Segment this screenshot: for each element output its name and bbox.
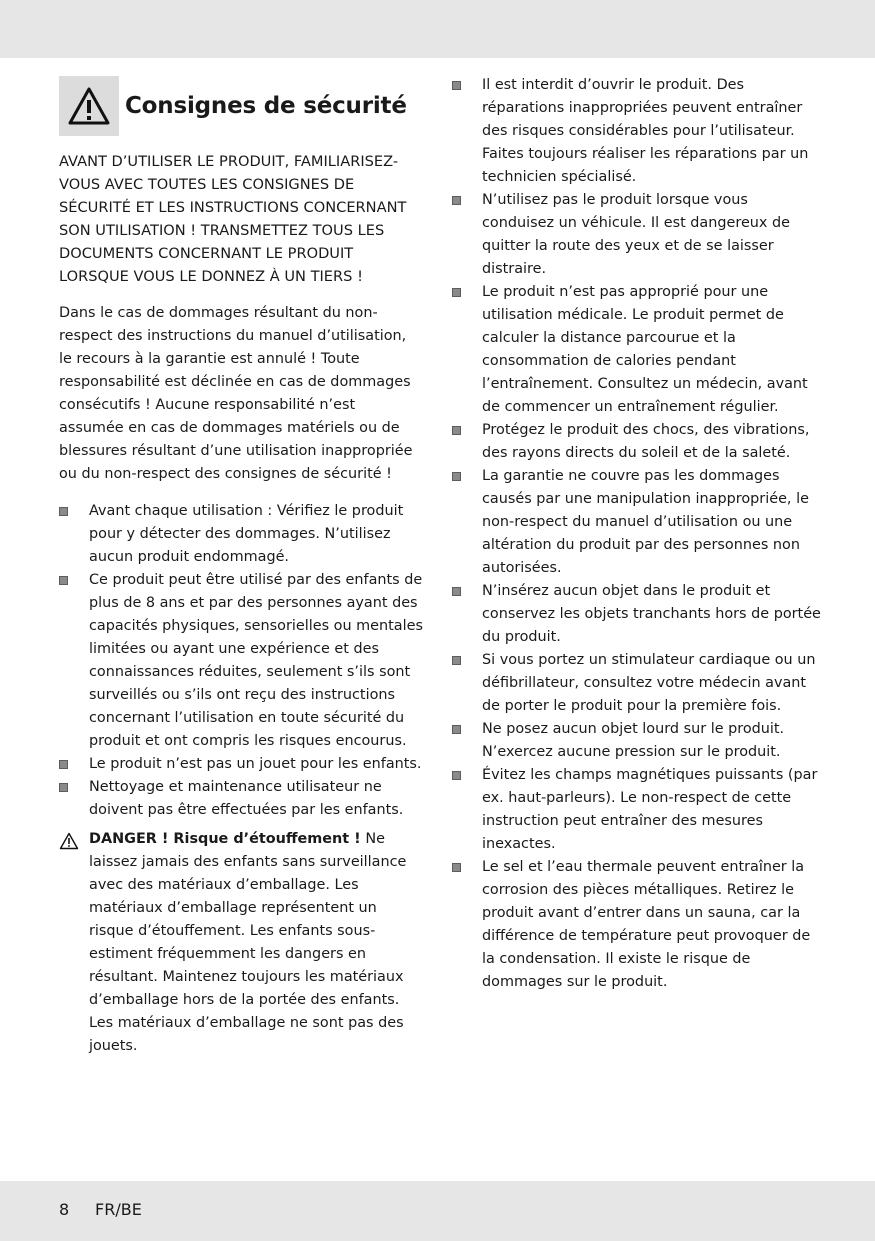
header-band bbox=[0, 0, 875, 58]
square-bullet-icon bbox=[452, 725, 461, 734]
square-bullet-icon bbox=[452, 863, 461, 872]
list-item: Le produit n’est pas un jouet pour les enfants. bbox=[59, 753, 423, 776]
square-bullet-icon bbox=[452, 771, 461, 780]
square-bullet-icon bbox=[452, 656, 461, 665]
square-bullet-icon bbox=[59, 760, 68, 769]
square-bullet-icon bbox=[452, 288, 461, 297]
intro-caps-warning: AVANT D’UTILISER LE PRODUIT, FAMILIARISEZ-VOUS AVEC TOUTES LES CONSIGNES DE SÉCURITÉ ET LES INSTRUCTIONS CONCERNANT SON UTILISATION ! TRANSMETTEZ TOUS LES DOCUMENTS CONCERNANT LE PRODUIT LORSQUE VOUS LE DONNEZ À UN TIERS ! bbox=[59, 153, 407, 285]
right-column bbox=[452, 74, 822, 994]
list-item: Ce produit peut être utilisé par des enfants de plus de 8 ans et par des personnes ayant des capacités physiques, sensorielles ou mentales limitées ou ayant une expérience et des connaissances réduites, seulement s’ils sont surveillés ou s’ils ont reçu des instructions concernant l’utilisation en toute sécurité du produit et ont compris les risques encourus. bbox=[59, 569, 423, 753]
danger-text: Ne laissez jamais des enfants sans surveillance avec des matériaux d’emballage. Les matériaux d’emballage représentent un risque d’étouffement. Les enfants sous-estiment fréquemment les dangers en résultant. Maintenez toujours les matériaux d’emballage hors de la portée des enfants. Les matériaux d’emballage ne sont pas des jouets. bbox=[89, 831, 407, 1054]
square-bullet-icon bbox=[452, 81, 461, 90]
list-item: Nettoyage et maintenance utilisateur ne doivent pas être effectuées par les enfants. bbox=[59, 776, 423, 822]
danger-notice bbox=[59, 828, 423, 1058]
square-bullet-icon bbox=[452, 587, 461, 596]
list-item: La garantie ne couvre pas les dommages causés par une manipulation inappropriée, le non-respect du manuel d’utilisation ou une altération du produit par des personnes non autorisées. bbox=[452, 465, 822, 580]
list-item: Le sel et l’eau thermale peuvent entraîner la corrosion des pièces métalliques. Retirez le produit avant d’entrer dans un sauna, car la différence de température peut provoquer de la condensation. Il existe le risque de dommages sur le produit. bbox=[452, 856, 822, 994]
list-item: Le produit n’est pas approprié pour une utilisation médicale. Le produit permet de calculer la distance parcourue et la consommation de calories pendant l’entraînement. Consultez un médecin, avant de commencer un entraînement régulier. bbox=[452, 281, 822, 419]
square-bullet-icon bbox=[452, 196, 461, 205]
page-footer bbox=[59, 1200, 142, 1219]
list-item: Si vous portez un stimulateur cardiaque ou un défibrillateur, consultez votre médecin avant de porter le produit pour la première fois. bbox=[452, 649, 822, 718]
left-bullet-list bbox=[59, 500, 423, 822]
list-item: N’utilisez pas le produit lorsque vous conduisez un véhicule. Il est dangereux de quitter la route des yeux et de se laisser distraire. bbox=[452, 189, 822, 281]
page-title: Consignes de sécurité bbox=[125, 93, 407, 119]
section-heading bbox=[59, 76, 423, 136]
left-column bbox=[59, 76, 423, 1058]
page-number: 8 bbox=[59, 1200, 70, 1219]
square-bullet-icon bbox=[59, 576, 68, 585]
square-bullet-icon bbox=[452, 426, 461, 435]
square-bullet-icon bbox=[59, 507, 68, 516]
right-bullet-list bbox=[452, 74, 822, 994]
square-bullet-icon bbox=[59, 783, 68, 792]
square-bullet-icon bbox=[452, 472, 461, 481]
warning-triangle-icon bbox=[59, 832, 79, 858]
list-item: N’insérez aucun objet dans le produit et conservez les objets tranchants hors de portée du produit. bbox=[452, 580, 822, 649]
locale-code: FR/BE bbox=[95, 1200, 142, 1219]
list-item: Ne posez aucun objet lourd sur le produit. N’exercez aucune pression sur le produit. bbox=[452, 718, 822, 764]
list-item: Évitez les champs magnétiques puissants (par ex. haut-parleurs). Le non-respect de cette instruction peut entraîner des mesures inexactes. bbox=[452, 764, 822, 856]
list-item: Il est interdit d’ouvrir le produit. Des réparations inappropriées peuvent entraîner des risques considérables pour l’utilisateur. Faites toujours réaliser les réparations par un technicien spécialisé. bbox=[452, 74, 822, 189]
intro-paragraph: Dans le cas de dommages résultant du non-respect des instructions du manuel d’utilisation, le recours à la garantie est annulé ! Toute responsabilité est déclinée en cas de dommages consécutifs ! Aucune responsabilité n’est assumée en cas de dommages matériels ou de blessures résultant d’une utilisation inappropriée ou du non-respect des consignes de sécurité ! bbox=[59, 305, 413, 482]
list-item: Protégez le produit des chocs, des vibrations, des rayons directs du soleil et de la saleté. bbox=[452, 419, 822, 465]
list-item: Avant chaque utilisation : Vérifiez le produit pour y détecter des dommages. N’utilisez aucun produit endommagé. bbox=[59, 500, 423, 569]
warning-triangle-icon bbox=[59, 76, 119, 136]
danger-label: DANGER ! Risque d’étouffement ! bbox=[89, 831, 361, 847]
